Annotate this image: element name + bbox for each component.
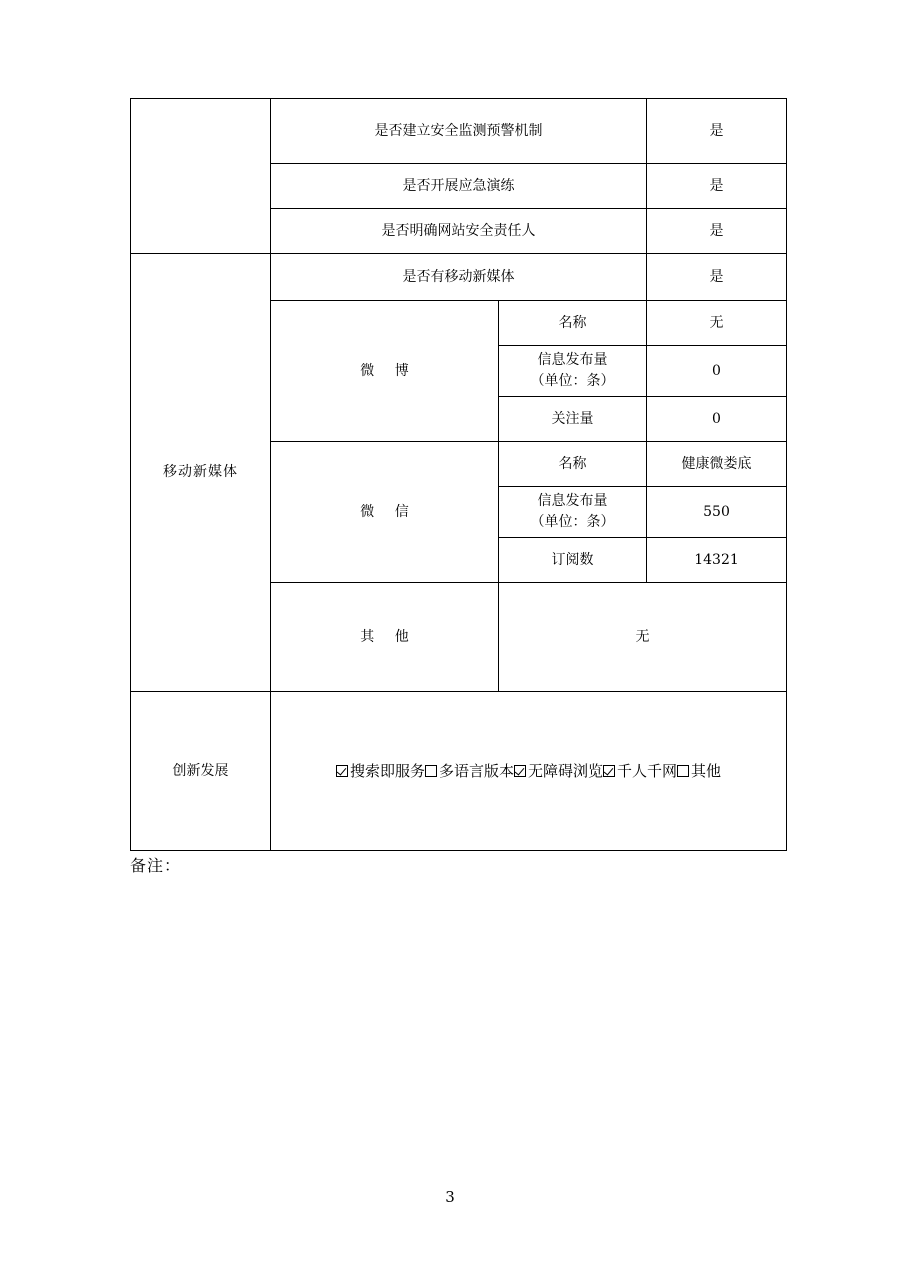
weixin-name-value: 健康微娄底: [647, 442, 787, 487]
weibo-publish-count-label-line2: （单位：条）: [530, 373, 615, 389]
weixin-publish-count-label-line2: （单位：条）: [530, 514, 615, 530]
mobile-media-section-label: 移动新媒体: [131, 254, 271, 692]
weibo-publish-count-value: 0: [647, 346, 787, 397]
security-row-0-value: 是: [647, 99, 787, 164]
other-media-label: 其 他: [271, 583, 499, 692]
innovation-option-label: 千人千网: [617, 761, 678, 780]
innovation-option-label: 多语言版本: [438, 761, 514, 780]
weibo-name-label: 名称: [499, 301, 647, 346]
table-row: [131, 254, 787, 301]
weibo-followers-value: 0: [647, 397, 787, 442]
innovation-option-label: 无障碍浏览: [527, 761, 603, 780]
weixin-publish-count-label: [499, 487, 647, 538]
table-row: [131, 692, 787, 851]
weixin-name-label: 名称: [499, 442, 647, 487]
innovation-option-2[interactable]: [514, 760, 603, 783]
has-mobile-media-value: 是: [647, 254, 787, 301]
security-row-2-value: 是: [647, 209, 787, 254]
page-number: 3: [445, 1188, 455, 1206]
innovation-option-label: 其他: [691, 761, 722, 780]
innovation-option-3[interactable]: [603, 760, 677, 783]
checkbox-unchecked-icon[interactable]: [425, 765, 437, 777]
weibo-followers-label: 关注量: [499, 397, 647, 442]
weibo-name-value: 无: [647, 301, 787, 346]
table-row: [131, 99, 787, 164]
innovation-options: [271, 692, 787, 851]
security-row-0-label: [271, 99, 647, 164]
website-report-table: [130, 98, 787, 851]
remark-label: 备注：: [130, 856, 182, 875]
innovation-option-label: 搜索即服务: [349, 761, 425, 780]
weixin-subscribers-label: 订阅数: [499, 538, 647, 583]
other-media-value: 无: [499, 583, 787, 692]
security-row-0-label-text: 是否建立安全监测预警机制: [374, 122, 543, 139]
checkbox-unchecked-icon[interactable]: [677, 765, 689, 777]
security-row-2-label: 是否明确网站安全责任人: [271, 209, 647, 254]
weixin-subscribers-value: 14321: [647, 538, 787, 583]
checkbox-checked-icon[interactable]: [336, 765, 348, 777]
weixin-publish-count-label-line1: 信息发布量: [537, 493, 608, 509]
innovation-label: 创新发展: [131, 692, 271, 851]
weibo-publish-count-label-line1: 信息发布量: [537, 352, 608, 368]
weibo-label: 微 博: [271, 301, 499, 442]
weibo-publish-count-label: [499, 346, 647, 397]
security-section-label: [131, 99, 271, 254]
innovation-option-4[interactable]: [677, 760, 721, 783]
security-row-1-label: 是否开展应急演练: [271, 164, 647, 209]
weixin-label: 微 信: [271, 442, 499, 583]
weixin-publish-count-value: 550: [647, 487, 787, 538]
checkbox-checked-icon[interactable]: [514, 765, 526, 777]
innovation-option-0[interactable]: [336, 760, 425, 783]
innovation-checkbox-line: [277, 760, 780, 783]
innovation-option-1[interactable]: [425, 760, 514, 783]
has-mobile-media-label: 是否有移动新媒体: [271, 254, 647, 301]
checkbox-checked-icon[interactable]: [603, 765, 615, 777]
security-row-1-value: 是: [647, 164, 787, 209]
